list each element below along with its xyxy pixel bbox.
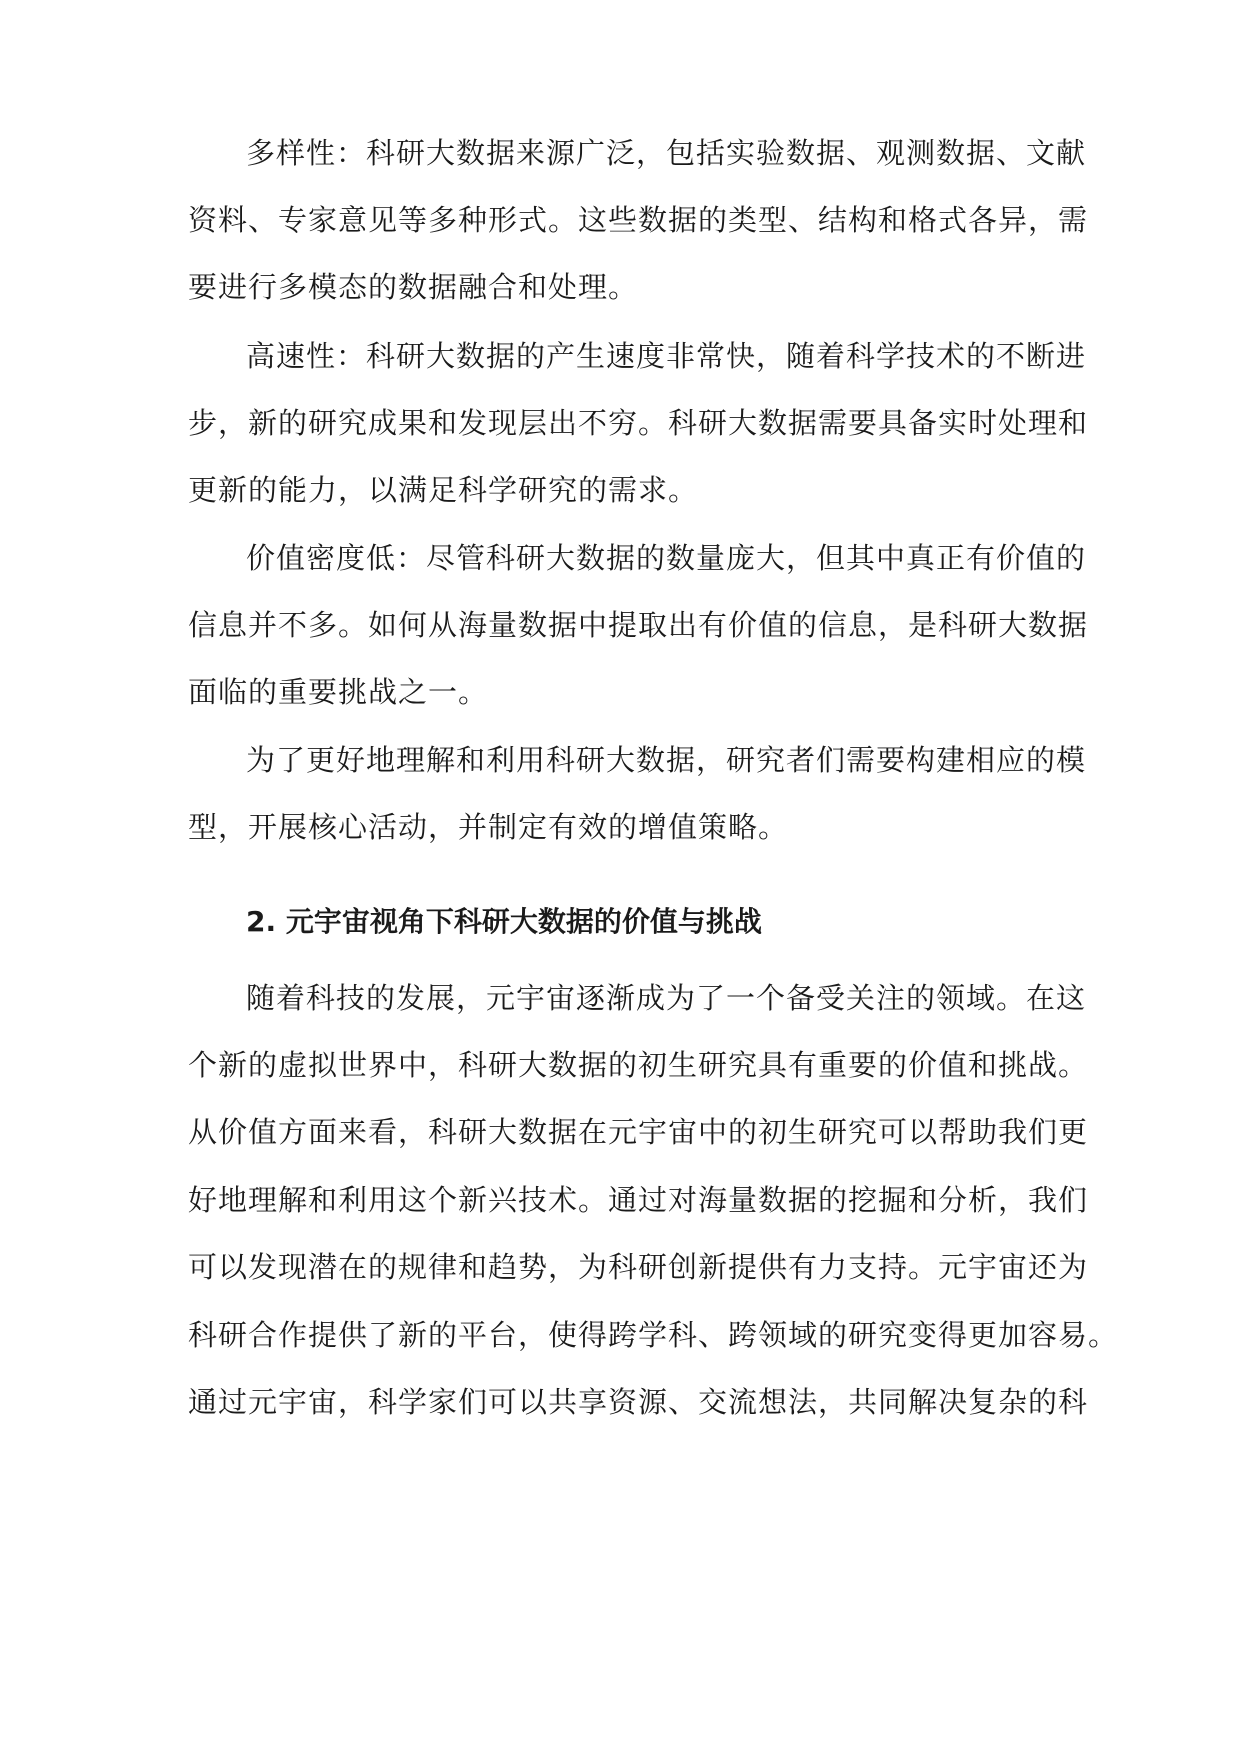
paragraph-4-line-1: 为了更好地理解和利用科研大数据，研究者们需要构建相应的模 bbox=[246, 743, 1087, 777]
paragraph-2-line-3: 更新的能力，以满足科学研究的需求。 bbox=[188, 473, 699, 507]
section-heading: 2. 元宇宙视角下科研大数据的价值与挑战 bbox=[246, 905, 762, 938]
paragraph-4-line-2: 型，开展核心活动，并制定有效的增值策略。 bbox=[188, 810, 789, 844]
paragraph-3-line-1: 价值密度低：尽管科研大数据的数量庞大，但其中真正有价值的 bbox=[246, 541, 1087, 575]
paragraph-3-line-3: 面临的重要挑战之一。 bbox=[188, 675, 489, 709]
section-body-line-7: 通过元宇宙，科学家们可以共享资源、交流想法，共同解决复杂的科 bbox=[188, 1385, 1089, 1419]
section-body-line-4: 好地理解和利用这个新兴技术。通过对海量数据的挖掘和分析，我们 bbox=[188, 1183, 1089, 1217]
paragraph-2-line-1: 高速性：科研大数据的产生速度非常快，随着科学技术的不断进 bbox=[246, 339, 1087, 373]
section-body-line-6: 科研合作提供了新的平台，使得跨学科、跨领域的研究变得更加容易。 bbox=[188, 1318, 1119, 1352]
section-body-line-3: 从价值方面来看，科研大数据在元宇宙中的初生研究可以帮助我们更 bbox=[188, 1115, 1089, 1149]
paragraph-1-line-2: 资料、专家意见等多种形式。这些数据的类型、结构和格式各异，需 bbox=[188, 203, 1089, 237]
section-body-line-5: 可以发现潜在的规律和趋势，为科研创新提供有力支持。元宇宙还为 bbox=[188, 1250, 1089, 1284]
section-body-line-1: 随着科技的发展，元宇宙逐渐成为了一个备受关注的领域。在这 bbox=[246, 981, 1087, 1015]
paragraph-2-line-2: 步，新的研究成果和发现层出不穷。科研大数据需要具备实时处理和 bbox=[188, 406, 1089, 440]
paragraph-1-line-1: 多样性：科研大数据来源广泛，包括实验数据、观测数据、文献 bbox=[246, 136, 1087, 170]
paragraph-3-line-2: 信息并不多。如何从海量数据中提取出有价值的信息，是科研大数据 bbox=[188, 608, 1089, 642]
section-body-line-2: 个新的虚拟世界中，科研大数据的初生研究具有重要的价值和挑战。 bbox=[188, 1048, 1089, 1082]
paragraph-1-line-3: 要进行多模态的数据融合和处理。 bbox=[188, 270, 639, 304]
